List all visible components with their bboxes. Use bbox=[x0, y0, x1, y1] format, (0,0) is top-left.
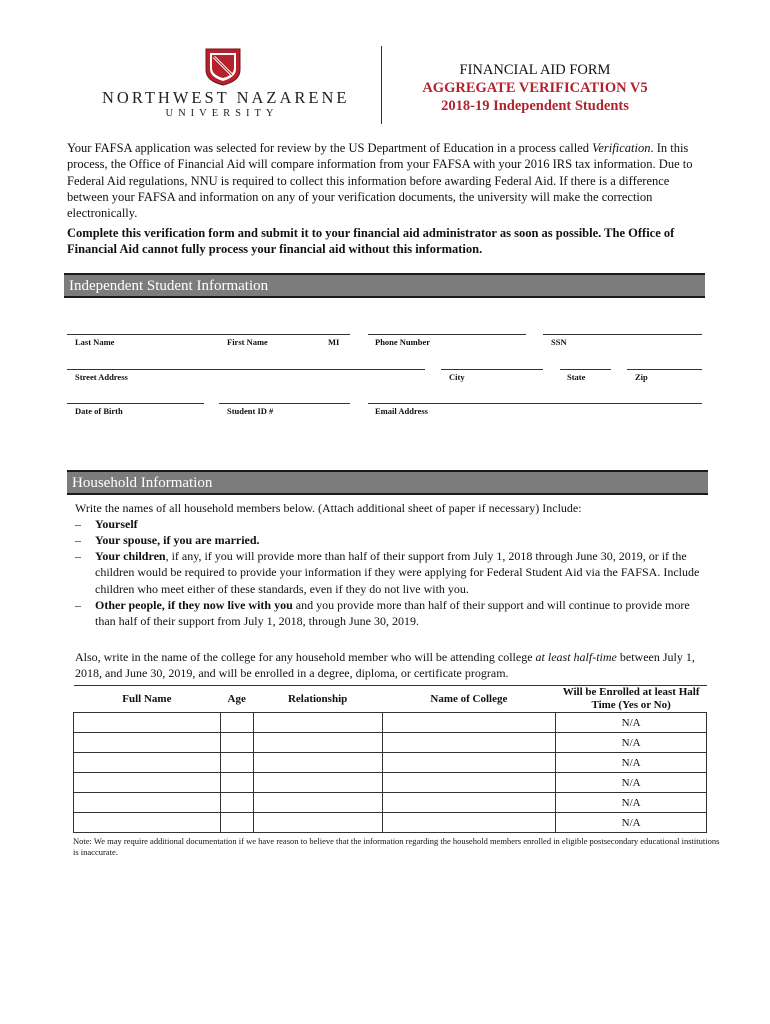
university-subtitle: UNIVERSITY bbox=[165, 108, 279, 119]
dob-line[interactable] bbox=[67, 403, 204, 404]
table-row bbox=[74, 733, 707, 753]
bullet-dash: – bbox=[75, 549, 81, 564]
col-age: Age bbox=[220, 686, 253, 713]
item-other-text: and you provide more than half of their support and will continue to provide more than half of their support from July 1, 2018, through June 30, 2019. bbox=[95, 598, 690, 629]
zip-label: Zip bbox=[635, 372, 648, 382]
item-spouse: Your spouse, if you are married. bbox=[95, 533, 260, 548]
item-children-text: , if any, if you will provide more than half of their support from July 1, 2018 through June 30, 2019, or if the children would be required to provide your information if they were applying for Federal Student Aid via the FAFSA. Include children who meet either of these standards, even if they do not live with you. bbox=[95, 549, 700, 596]
name-cell[interactable] bbox=[74, 733, 221, 753]
intro-verification-term: Verification bbox=[592, 141, 651, 155]
bullet-dash: – bbox=[75, 517, 81, 532]
phone-label: Phone Number bbox=[375, 337, 431, 347]
item-other-bold: Other people, if they now live with you bbox=[95, 598, 293, 613]
email-line[interactable] bbox=[368, 403, 702, 404]
intro-text-b: . In this process, the Office of Financial Aid will compare information from your FAFSA with your 2016 IRS tax information. Due to Federal Aid regulations, NNU is required to collect this information before awarding Federal Aid. If there is a difference between your FAFSA and information on any of your verification documents, the university will make the correction electronically. bbox=[67, 141, 693, 221]
college-instructions bbox=[75, 649, 705, 681]
college-text-b: between July 1, 2018, and June 30, 2019, and will be enrolled in a degree, diploma, or certificate program. bbox=[75, 650, 695, 680]
ssn-line[interactable] bbox=[543, 334, 702, 335]
relationship-cell[interactable] bbox=[253, 793, 382, 813]
col-enrolled: Will be Enrolled at least Half Time (Yes or No) bbox=[556, 686, 707, 713]
name-cell[interactable] bbox=[74, 753, 221, 773]
form-title: FINANCIAL AID FORM bbox=[459, 62, 611, 78]
col-full-name: Full Name bbox=[74, 686, 221, 713]
name-cell[interactable] bbox=[74, 773, 221, 793]
name-cell[interactable] bbox=[74, 793, 221, 813]
item-yourself: Yourself bbox=[95, 517, 138, 532]
age-cell[interactable] bbox=[220, 773, 253, 793]
last-name-label: Last Name bbox=[75, 337, 115, 347]
relationship-cell[interactable] bbox=[253, 813, 382, 833]
enrolled-cell[interactable]: N/A bbox=[556, 813, 707, 833]
city-line[interactable] bbox=[441, 369, 543, 370]
table-row bbox=[74, 753, 707, 773]
relationship-cell[interactable] bbox=[253, 773, 382, 793]
phone-line[interactable] bbox=[368, 334, 526, 335]
college-cell[interactable] bbox=[382, 793, 556, 813]
age-cell[interactable] bbox=[220, 813, 253, 833]
college-cell[interactable] bbox=[382, 733, 556, 753]
age-cell[interactable] bbox=[220, 793, 253, 813]
enrolled-cell[interactable]: N/A bbox=[556, 753, 707, 773]
age-cell[interactable] bbox=[220, 733, 253, 753]
relationship-cell[interactable] bbox=[253, 713, 382, 733]
college-cell[interactable] bbox=[382, 773, 556, 793]
age-cell[interactable] bbox=[220, 753, 253, 773]
col-college: Name of College bbox=[382, 686, 556, 713]
street-line[interactable] bbox=[67, 369, 425, 370]
city-label: City bbox=[449, 372, 465, 382]
household-intro: Write the names of all household members below. (Attach additional sheet of paper if necessary) Include: bbox=[75, 501, 582, 515]
enrolled-cell[interactable]: N/A bbox=[556, 793, 707, 813]
student-section-header: Independent Student Information bbox=[64, 273, 705, 298]
first-name-label: First Name bbox=[227, 337, 268, 347]
table-row bbox=[74, 813, 707, 833]
table-row bbox=[74, 713, 707, 733]
dob-label: Date of Birth bbox=[75, 406, 123, 416]
footnote: Note: We may require additional documentation if we have reason to believe that the information regarding the household members enrolled in eligible postsecondary educational institutions is inaccurate. bbox=[73, 836, 720, 857]
student-id-label: Student ID # bbox=[227, 406, 274, 416]
enrolled-cell[interactable]: N/A bbox=[556, 773, 707, 793]
relationship-cell[interactable] bbox=[253, 733, 382, 753]
relationship-cell[interactable] bbox=[253, 753, 382, 773]
university-name: NORTHWEST NAZARENE bbox=[102, 88, 350, 107]
email-label: Email Address bbox=[375, 406, 428, 416]
household-table bbox=[73, 685, 707, 833]
table-header-row bbox=[74, 686, 707, 713]
intro-paragraph bbox=[67, 140, 703, 221]
state-label: State bbox=[567, 372, 586, 382]
mi-label: MI bbox=[328, 337, 340, 347]
name-cell[interactable] bbox=[74, 713, 221, 733]
ssn-label: SSN bbox=[551, 337, 567, 347]
college-cell[interactable] bbox=[382, 713, 556, 733]
name-cell[interactable] bbox=[74, 813, 221, 833]
college-half-time: at least half-time bbox=[535, 650, 617, 664]
student-id-line[interactable] bbox=[219, 403, 350, 404]
item-children-bold: Your children bbox=[95, 549, 166, 564]
college-cell[interactable] bbox=[382, 813, 556, 833]
household-instructions bbox=[75, 500, 705, 630]
item-other-people bbox=[95, 597, 705, 629]
college-text-a: Also, write in the name of the college for any household member who will be attending college bbox=[75, 650, 536, 664]
age-cell[interactable] bbox=[220, 713, 253, 733]
intro-instructions: Complete this verification form and submit it to your financial aid administrator as soon as possible. The Office of Financial Aid cannot fully process your financial aid without this information. bbox=[67, 226, 675, 257]
street-label: Street Address bbox=[75, 372, 128, 382]
table-row bbox=[74, 793, 707, 813]
enrolled-cell[interactable]: N/A bbox=[556, 733, 707, 753]
col-relationship: Relationship bbox=[253, 686, 382, 713]
table-row bbox=[74, 773, 707, 793]
intro-text-a: Your FAFSA application was selected for review by the US Department of Education in a process called bbox=[67, 141, 593, 155]
name-line[interactable] bbox=[67, 334, 350, 335]
form-year: 2018-19 Independent Students bbox=[441, 98, 629, 114]
university-shield-logo bbox=[205, 48, 241, 86]
bullet-dash: – bbox=[75, 533, 81, 548]
zip-line[interactable] bbox=[627, 369, 702, 370]
bullet-dash: – bbox=[75, 598, 81, 613]
header-divider bbox=[381, 46, 382, 124]
household-section-header: Household Information bbox=[67, 470, 708, 495]
item-children bbox=[95, 548, 705, 597]
state-line[interactable] bbox=[560, 369, 611, 370]
enrolled-cell[interactable]: N/A bbox=[556, 713, 707, 733]
form-subtitle: AGGREGATE VERIFICATION V5 bbox=[422, 80, 648, 96]
college-cell[interactable] bbox=[382, 753, 556, 773]
